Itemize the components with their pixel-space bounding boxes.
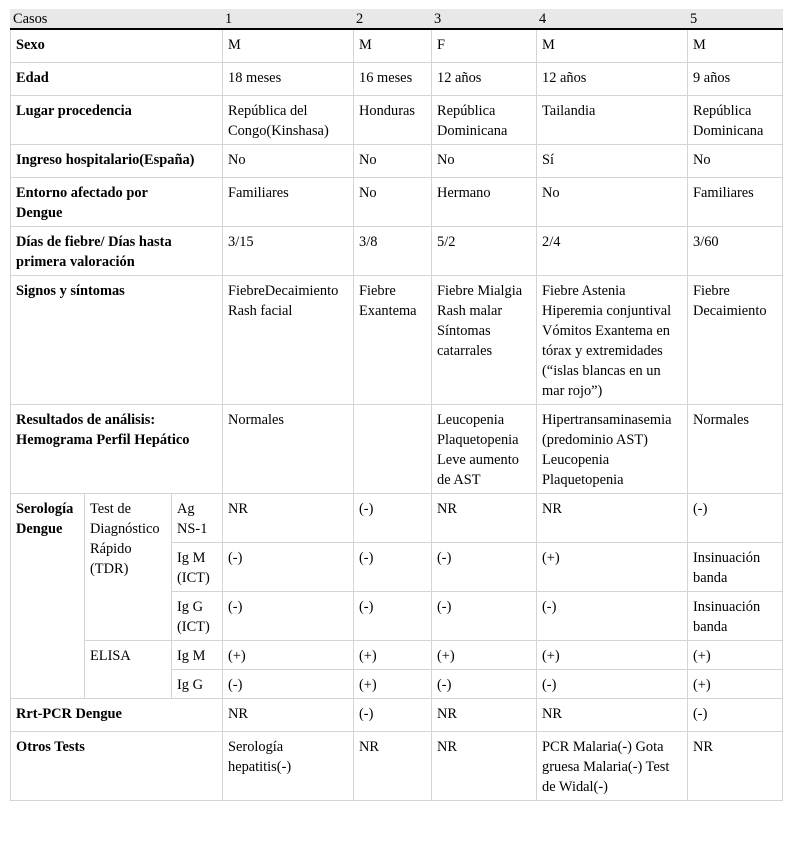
cell: No <box>537 177 688 226</box>
cell: PCR Malaria(-) Gota gruesa Malaria(-) Test de Widal(-) <box>537 731 688 800</box>
test-label: Ig M <box>172 640 223 669</box>
cell: (-) <box>688 698 783 731</box>
cell: 3/8 <box>354 226 432 275</box>
row-resultados <box>11 404 783 493</box>
row-sexo <box>11 29 783 62</box>
cell: (-) <box>354 542 432 591</box>
row-rrt-pcr <box>11 698 783 731</box>
cell: Fiebre Astenia Hiperemia conjuntival Vómitos Exantema en tórax y extremidades (“islas blancas en un mar rojo”) <box>537 275 688 404</box>
cell: NR <box>223 493 354 542</box>
cell: (+) <box>688 640 783 669</box>
header-row <box>11 10 783 30</box>
header-cell: 2 <box>354 10 432 30</box>
cell: Sí <box>537 144 688 177</box>
cell: M <box>354 29 432 62</box>
tdr-label: Test de Diagnóstico Rápido (TDR) <box>85 493 172 640</box>
cell: (+) <box>354 669 432 698</box>
cell: NR <box>354 731 432 800</box>
cell: 12 años <box>537 62 688 95</box>
cell: Insinuación banda <box>688 542 783 591</box>
header-cell: Casos <box>11 10 223 30</box>
cell: Fiebre Decaimiento <box>688 275 783 404</box>
cell: (-) <box>688 493 783 542</box>
cell: No <box>223 144 354 177</box>
cell: República Dominicana <box>688 95 783 144</box>
cell: Tailandia <box>537 95 688 144</box>
cell: 16 meses <box>354 62 432 95</box>
cell: (+) <box>537 640 688 669</box>
test-label: Ig G (ICT) <box>172 591 223 640</box>
cell: NR <box>432 493 537 542</box>
cell: NR <box>537 698 688 731</box>
row-label: Ingreso hospitalario(España) <box>11 144 223 177</box>
cell: (-) <box>432 542 537 591</box>
cell: 12 años <box>432 62 537 95</box>
cell: (-) <box>354 493 432 542</box>
cell: NR <box>223 698 354 731</box>
cell: (+) <box>354 640 432 669</box>
cell: Hermano <box>432 177 537 226</box>
row-otros <box>11 731 783 800</box>
row-label: Sexo <box>11 29 223 62</box>
row-ingreso <box>11 144 783 177</box>
cell: (-) <box>223 542 354 591</box>
test-label: Ag NS-1 <box>172 493 223 542</box>
cell: No <box>688 144 783 177</box>
cell: M <box>223 29 354 62</box>
cell: Familiares <box>223 177 354 226</box>
cell: F <box>432 29 537 62</box>
header-cell: 3 <box>432 10 537 30</box>
cell: Fiebre Exantema <box>354 275 432 404</box>
cell: 9 años <box>688 62 783 95</box>
header-cell: 4 <box>537 10 688 30</box>
cell: (+) <box>688 669 783 698</box>
cell: Familiares <box>688 177 783 226</box>
cell: Normales <box>688 404 783 493</box>
cell: 3/15 <box>223 226 354 275</box>
cell: Fiebre Mialgia Rash malar Síntomas catarrales <box>432 275 537 404</box>
row-label: Signos y síntomas <box>11 275 223 404</box>
cell: Serología hepatitis(-) <box>223 731 354 800</box>
row-edad <box>11 62 783 95</box>
row-lugar <box>11 95 783 144</box>
cell: M <box>537 29 688 62</box>
cell: M <box>688 29 783 62</box>
row-entorno <box>11 177 783 226</box>
cell: 3/60 <box>688 226 783 275</box>
cell: (+) <box>223 640 354 669</box>
header-cell: 1 <box>223 10 354 30</box>
elisa-label: ELISA <box>85 640 172 698</box>
row-dias <box>11 226 783 275</box>
row-serologia-ag <box>11 493 783 542</box>
cell <box>354 404 432 493</box>
row-serologia-elisa-igm <box>11 640 783 669</box>
cell: República Dominicana <box>432 95 537 144</box>
cell: Hipertransaminasemia (predominio AST) Leucopenia Plaquetopenia <box>537 404 688 493</box>
cell: (-) <box>223 591 354 640</box>
cell: 18 meses <box>223 62 354 95</box>
cell: 2/4 <box>537 226 688 275</box>
row-label: Edad <box>11 62 223 95</box>
row-label: Otros Tests <box>11 731 223 800</box>
row-label: Rrt-PCR Dengue <box>11 698 223 731</box>
cell: No <box>432 144 537 177</box>
cell: NR <box>688 731 783 800</box>
cell: (-) <box>354 698 432 731</box>
cell: No <box>354 144 432 177</box>
cell: Normales <box>223 404 354 493</box>
cell: Insinuación banda <box>688 591 783 640</box>
cases-table <box>10 9 783 801</box>
cell: (-) <box>537 669 688 698</box>
row-label: Días de fiebre/ Días hasta primera valoración <box>11 226 223 275</box>
cell: República del Congo(Kinshasa) <box>223 95 354 144</box>
cell: Honduras <box>354 95 432 144</box>
cell: NR <box>537 493 688 542</box>
cell: (-) <box>432 591 537 640</box>
cell: No <box>354 177 432 226</box>
cell: (+) <box>537 542 688 591</box>
header-cell: 5 <box>688 10 783 30</box>
serologia-label: Serología Dengue <box>11 493 85 698</box>
cell: NR <box>432 698 537 731</box>
cell: (-) <box>432 669 537 698</box>
row-label: Resultados de análisis: Hemograma Perfil Hepático <box>11 404 223 493</box>
row-signos <box>11 275 783 404</box>
cell: Leucopenia Plaquetopenia Leve aumento de AST <box>432 404 537 493</box>
cell: NR <box>432 731 537 800</box>
test-label: Ig G <box>172 669 223 698</box>
test-label: Ig M (ICT) <box>172 542 223 591</box>
cell: (-) <box>223 669 354 698</box>
cell: 5/2 <box>432 226 537 275</box>
cell: FiebreDecaimiento Rash facial <box>223 275 354 404</box>
cell: (+) <box>432 640 537 669</box>
row-label: Entorno afectado por Dengue <box>11 177 223 226</box>
cell: (-) <box>354 591 432 640</box>
cell: (-) <box>537 591 688 640</box>
row-label: Lugar procedencia <box>11 95 223 144</box>
